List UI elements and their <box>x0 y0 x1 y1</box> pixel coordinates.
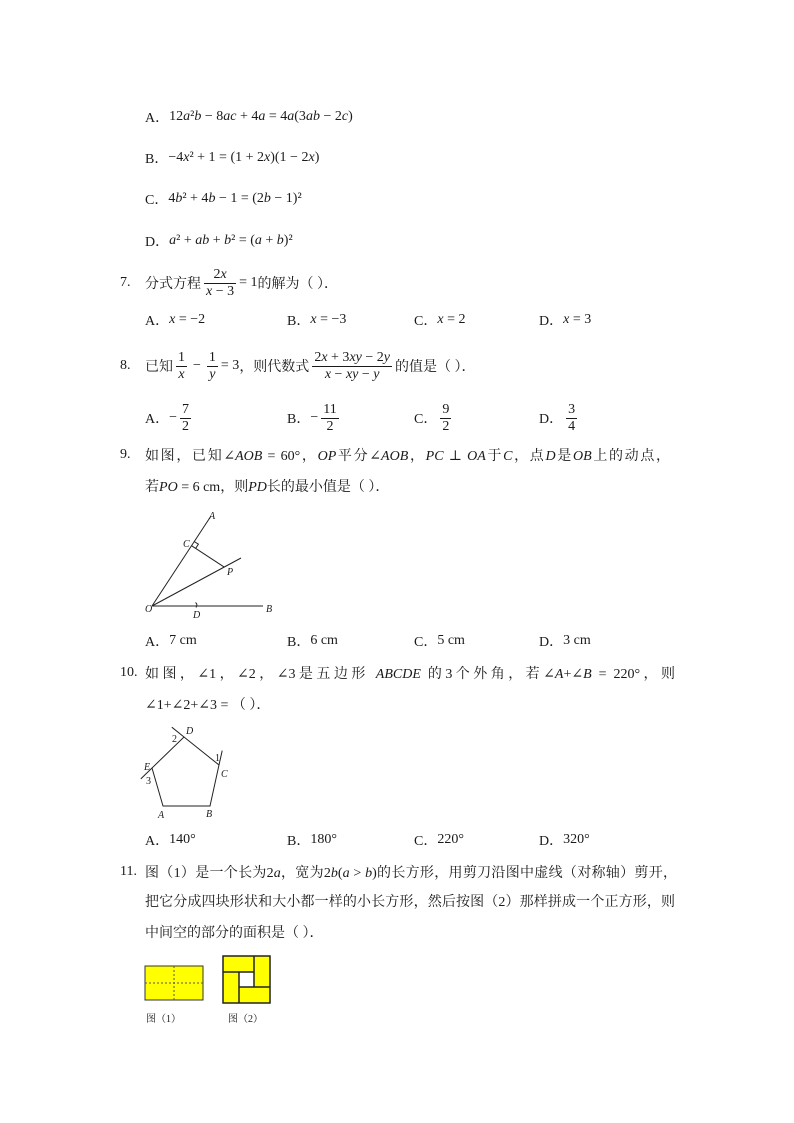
q9-options <box>0 631 794 651</box>
label-angle-1: 1 <box>215 753 220 764</box>
fraction-numerator: 1 <box>208 349 216 365</box>
equation-rhs: = 3 <box>220 358 240 373</box>
math-variable: x <box>169 312 176 327</box>
option-label: C． <box>414 314 438 329</box>
fraction-denominator <box>207 366 218 383</box>
option-d <box>539 631 591 651</box>
math-variable: B <box>583 667 592 682</box>
question-11-continued <box>145 891 675 911</box>
option-expression: a² + ab + b² = (a + b)² <box>169 233 293 248</box>
fraction-numerator: 7 <box>182 401 190 417</box>
math-variable: x <box>349 349 356 365</box>
math-variable: a <box>169 233 177 248</box>
fraction-denominator: x − xy − y <box>312 366 392 383</box>
question-7 <box>120 265 338 301</box>
math-variable: B <box>253 449 263 464</box>
label-c: C <box>221 769 228 780</box>
label-e: E <box>144 762 151 773</box>
option-c <box>414 830 464 850</box>
option-c <box>414 310 465 330</box>
option-d <box>539 310 591 330</box>
math-variable: D <box>545 449 556 464</box>
math-variable: O <box>467 449 478 464</box>
option-label: D． <box>539 635 564 650</box>
math-variable: a <box>254 233 262 248</box>
question-text: ，则代数式 <box>239 360 310 375</box>
math-variable: O <box>572 449 584 464</box>
option-label: C． <box>414 834 438 849</box>
option-b <box>287 310 346 330</box>
option-label: A． <box>145 111 170 126</box>
option-label: A． <box>145 314 170 329</box>
option-b <box>287 830 337 850</box>
fraction-denominator: 2 <box>182 418 190 434</box>
q7-options <box>0 310 794 330</box>
question-10 <box>120 663 675 683</box>
option-sign: − <box>310 410 319 425</box>
math-variable: A <box>235 449 244 464</box>
label-d: D <box>193 610 201 621</box>
option-value: x = −2 <box>169 312 206 327</box>
question-8 <box>120 347 476 385</box>
option-value: x = 2 <box>437 312 466 327</box>
question-text: 如图，已知∠AOB = 60°，OP平分∠AOB，PC ⊥ OA于C，点D是OB上的动点， <box>145 449 671 464</box>
option-d <box>539 830 590 850</box>
fraction-numerator: 9 <box>442 401 450 417</box>
math-variable: y <box>352 366 359 382</box>
label-o: O <box>145 604 153 615</box>
ray-op <box>152 558 241 606</box>
math-variable: y <box>373 366 380 382</box>
q8-options <box>0 398 794 438</box>
math-variable: O <box>167 480 178 495</box>
math-variable: c <box>341 109 349 124</box>
equation-rhs: = 1 <box>239 275 258 290</box>
option-value: 140° <box>169 832 196 847</box>
label-b: B <box>206 809 213 820</box>
math-variable: B <box>399 449 409 464</box>
math-variable: b <box>365 866 373 881</box>
math-variable: a <box>342 866 350 881</box>
math-variable: a <box>183 109 191 124</box>
question-number: 11. <box>120 864 137 879</box>
math-variable: a <box>305 109 313 124</box>
question-10-continued <box>145 694 270 714</box>
math-variable: C <box>503 449 513 464</box>
option-label: D． <box>145 235 170 250</box>
figure-pentagon <box>136 720 236 824</box>
option-label: B． <box>287 412 311 427</box>
option-label: C． <box>414 412 438 427</box>
q6-option-a <box>145 107 353 127</box>
label-a: A <box>209 511 216 522</box>
question-text: 已知 <box>145 360 173 375</box>
label-angle-2: 2 <box>172 734 177 745</box>
fraction <box>204 267 236 300</box>
question-text: 的值是（ ）． <box>395 360 476 375</box>
question-text: 如图，∠1，∠2，∠3是五边形 ABCDE 的3个外角，若∠A+∠B = 220°，则 <box>145 667 675 682</box>
fraction <box>180 402 191 435</box>
fraction-numerator: 2x <box>213 266 227 282</box>
pentagon-abcde <box>152 737 219 806</box>
option-label: B． <box>287 635 311 650</box>
option-label: D． <box>539 412 564 427</box>
q10-options <box>0 830 794 850</box>
math-variable: A <box>554 667 564 682</box>
math-variable: P <box>425 449 435 464</box>
question-11-continued <box>145 922 324 942</box>
math-variable: x <box>308 150 315 165</box>
math-variable: P <box>248 480 257 495</box>
fraction-denominator: 4 <box>568 418 576 434</box>
option-value: x = 3 <box>563 312 592 327</box>
option-expression: 12a²b − 8ac + 4a = 4a(3ab − 2c) <box>169 109 353 124</box>
ray-oa <box>152 516 211 606</box>
fraction <box>440 402 451 435</box>
question-9-continued <box>145 476 389 496</box>
label-b: B <box>266 604 273 615</box>
question-text: ∠1+∠2+∠3 = （ ）． <box>145 698 271 713</box>
fraction <box>321 402 338 435</box>
math-variable: x <box>220 266 227 282</box>
math-variable: O <box>389 449 400 464</box>
option-label: D． <box>539 314 564 329</box>
math-variable: C <box>434 449 444 464</box>
math-variable: D <box>402 667 413 682</box>
option-c <box>414 398 454 438</box>
math-variable: b <box>312 109 320 124</box>
question-text: 若PO = 6 cm，则PD长的最小值是（ ）． <box>145 480 390 495</box>
fraction-denominator <box>176 366 187 383</box>
fraction-numerator: 11 <box>323 401 337 417</box>
math-variable: b <box>276 233 284 248</box>
figure-1-caption: 图（1） <box>146 1014 181 1025</box>
option-a <box>145 830 196 850</box>
math-variable: b <box>194 109 202 124</box>
question-11 <box>120 862 677 882</box>
option-d <box>539 398 580 438</box>
math-variable: P <box>327 449 337 464</box>
math-variable: b <box>263 191 271 206</box>
q6-option-c <box>145 189 302 209</box>
option-label: A． <box>145 834 170 849</box>
label-angle-3: 3 <box>146 776 151 787</box>
math-variable: a <box>195 233 203 248</box>
math-variable: P <box>159 480 168 495</box>
option-value: 6 cm <box>310 633 338 648</box>
label-p: P <box>227 567 234 578</box>
figure-angle-aob <box>138 505 278 625</box>
fraction-numerator: 3 <box>568 401 576 417</box>
option-a <box>145 398 194 438</box>
math-variable: b <box>175 191 183 206</box>
option-label: A． <box>145 412 170 427</box>
option-value: 220° <box>437 832 464 847</box>
option-label: D． <box>539 834 564 849</box>
option-label: C． <box>414 635 438 650</box>
option-label: A． <box>145 635 170 650</box>
math-variable: y <box>209 366 216 382</box>
math-variable: B <box>583 449 592 464</box>
math-variable: C <box>392 667 403 682</box>
option-expression: −4x² + 1 = (1 + 2x)(1 − 2x) <box>168 150 320 165</box>
question-9 <box>120 445 670 465</box>
label-d: D <box>186 726 194 737</box>
math-variable: O <box>243 449 254 464</box>
option-b <box>287 398 342 438</box>
question-number: 7. <box>120 275 131 290</box>
option-b <box>287 631 338 651</box>
question-number: 9. <box>120 447 131 462</box>
math-variable: a <box>223 109 231 124</box>
math-variable: A <box>477 449 486 464</box>
option-value: 320° <box>563 832 590 847</box>
option-value: 180° <box>310 832 337 847</box>
question-number: 8. <box>120 358 131 373</box>
option-label: B． <box>287 834 311 849</box>
fraction <box>176 350 187 383</box>
segment-pc <box>192 546 225 567</box>
math-variable: x <box>563 312 570 327</box>
option-label: C． <box>145 193 169 208</box>
math-variable: D <box>256 480 267 495</box>
math-variable: b <box>330 866 338 881</box>
math-variable: y <box>383 349 390 365</box>
option-a <box>145 631 197 651</box>
math-variable: O <box>317 449 328 464</box>
math-variable: A <box>381 449 390 464</box>
math-variable: b <box>202 233 210 248</box>
question-text: 的解为（ ）． <box>257 277 339 292</box>
fraction <box>312 350 392 383</box>
option-c <box>414 631 465 651</box>
math-variable: x <box>183 150 190 165</box>
math-variable: x <box>345 366 353 382</box>
option-expression: 4b² + 4b − 1 = (2b − 1)² <box>168 191 302 206</box>
figure-rectangles <box>140 950 275 1008</box>
fraction-denominator: 2 <box>321 418 338 435</box>
math-variable: y <box>355 349 362 365</box>
math-variable: x <box>264 150 271 165</box>
point-d-mark <box>196 603 197 608</box>
label-c: C <box>183 539 190 550</box>
math-variable: a <box>287 109 295 124</box>
math-variable: x <box>206 283 213 299</box>
question-text: 分式方程 <box>145 277 201 292</box>
math-variable: a <box>258 109 266 124</box>
fraction-denominator: 2 <box>442 418 450 434</box>
label-a: A <box>158 810 165 821</box>
fraction-numerator: 1 <box>178 349 185 365</box>
question-text: 中间空的部分的面积是（ ）． <box>145 926 324 941</box>
option-value: 3 cm <box>563 633 591 648</box>
option-value: 7 cm <box>169 633 197 648</box>
q6-option-d <box>145 231 293 251</box>
math-variable: a <box>273 866 281 881</box>
math-variable: b <box>208 191 216 206</box>
fraction-numerator: 2x + 3xy − 2y <box>314 349 390 365</box>
math-variable: A <box>375 667 385 682</box>
figure-2-caption: 图（2） <box>228 1014 263 1025</box>
math-variable: c <box>230 109 237 124</box>
math-variable: E <box>412 667 421 682</box>
option-a <box>145 310 205 330</box>
math-variable: b <box>224 233 232 248</box>
option-sign: − <box>169 410 178 425</box>
option-label: B． <box>145 152 169 167</box>
option-value: 5 cm <box>437 633 465 648</box>
question-number: 10. <box>120 665 138 680</box>
math-variable: x <box>310 312 317 327</box>
q6-option-b <box>145 148 319 168</box>
math-variable: B <box>384 667 393 682</box>
minus-sign: − <box>193 358 201 373</box>
math-variable: x <box>178 366 185 382</box>
fraction <box>207 350 218 383</box>
option-label: B． <box>287 314 311 329</box>
question-text: 把它分成四块形状和大小都一样的小长方形，然后按图（2）那样拼成一个正方形，则 <box>145 895 675 910</box>
math-variable: x <box>437 312 444 327</box>
fraction <box>566 402 577 435</box>
option-value: x = −3 <box>310 312 347 327</box>
math-variable: x <box>321 349 328 365</box>
figure-2-center-hole <box>239 972 254 987</box>
question-text: 图（1）是一个长为2a，宽为2b(a > b)的长方形，用剪刀沿图中虚线（对称轴）剪开， <box>145 866 677 881</box>
fraction-denominator: x − 3 <box>206 283 235 299</box>
math-variable: x <box>324 366 332 382</box>
